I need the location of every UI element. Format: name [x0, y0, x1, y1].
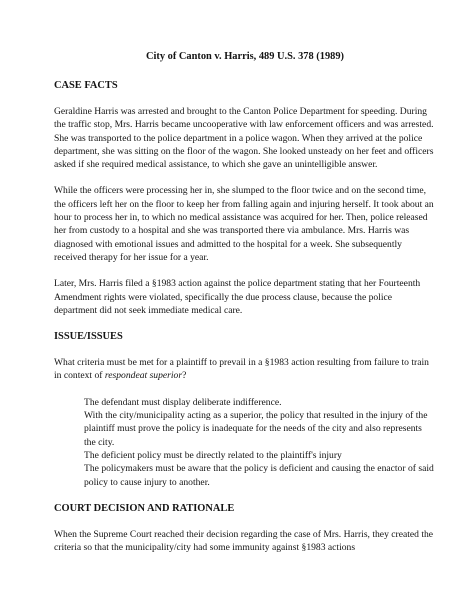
issue-question-italic-term: respondeat superior — [104, 370, 183, 382]
criteria-item: The policymakers must be aware that the policy is deficient and causing the enactor of said policy to cause injury to another. — [84, 463, 434, 488]
case-facts-heading: CASE FACTS — [54, 80, 118, 91]
criteria-list — [54, 396, 436, 489]
criteria-item: With the city/municipality acting as a superior, the policy that resulted in the injury of the plaintiff must prove the policy is inadequate for the needs of the city and also represents the city. — [84, 410, 428, 448]
decision-heading: COURT DECISION AND RATIONALE — [54, 502, 235, 514]
issue-question — [54, 356, 436, 383]
criteria-item: The defendant must display deliberate indifference. — [84, 396, 282, 408]
case-facts-paragraph-2: While the officers were processing her in, she slumped to the floor twice and on the second time, the officers left her on the floor to keep her from falling again and injuring herself. It took about an hour to process her in, to which no medical assistance was acquired for her. Then, police released her from custody to a hospital and she was transported there via ambulance. Mrs. Harris was diagnosed with emotional issues and admitted to the hospital for a week. She subsequently received therapy for her issue for a year. — [54, 185, 434, 263]
decision-paragraph: When the Supreme Court reached their decision regarding the case of Mrs. Harris, they created the criteria so that the municipality/city had some immunity against §1983 actions — [54, 528, 434, 554]
criteria-item: The deficient policy must be directly related to the plaintiff's injury — [84, 449, 342, 461]
case-facts-paragraph-3: Later, Mrs. Harris filed a §1983 action against the police department stating that her Fourteenth Amendment rights were violated, specifically the due process clause, because the police department did not seek immediate medical care. — [54, 278, 421, 316]
document-title: City of Canton v. Harris, 489 U.S. 378 (1989) — [146, 51, 344, 62]
issues-heading: ISSUE/ISSUES — [54, 331, 123, 343]
issue-question-end: ? — [182, 370, 187, 382]
case-facts-paragraph-1: Geraldine Harris was arrested and brought to the Canton Police Department for speeding. During the traffic stop, Mrs. Harris became uncooperative with law enforcement officers and was arrested. She was transported to the police department in a police wagon. When they arrived at the police department, she was sitting on the floor of the wagon. She looked unsteady on her feet and officers asked if she required medical assistance, to which she gave an unintelligible answer. — [54, 106, 434, 171]
issue-question-text: What criteria must be met for a plaintiff to prevail in a §1983 action resulting from failure to train in context of — [54, 357, 429, 382]
